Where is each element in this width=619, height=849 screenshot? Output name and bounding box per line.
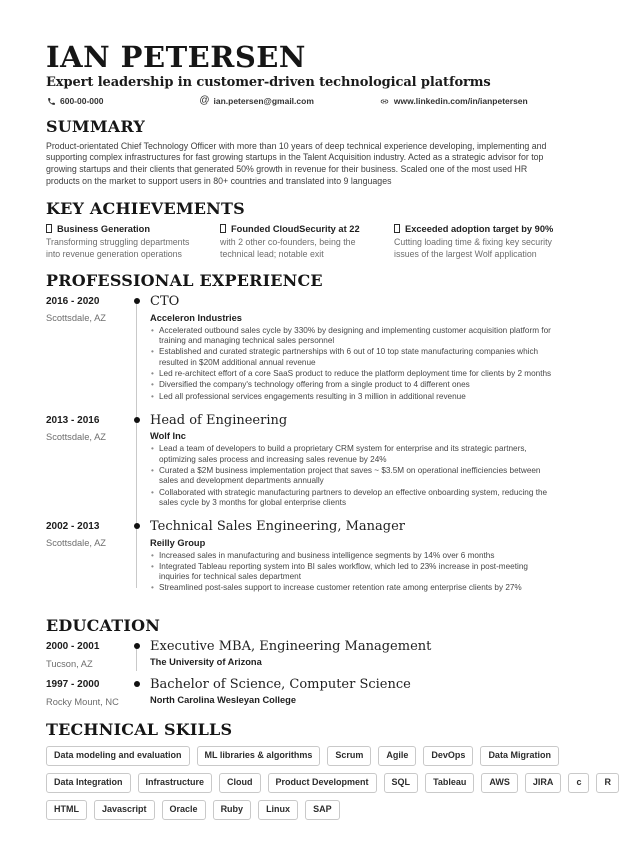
achievement-description: Transforming struggling departments into revenue generation operations — [46, 236, 190, 259]
achievement-title — [46, 224, 206, 234]
experience-bullet: • Led re-architect effort of a core SaaS product to reduce the platform deployment time for clients by 2 months — [150, 369, 554, 379]
skill-tag: Data Integration — [46, 773, 131, 793]
achievement-title-text: Exceeded adoption target by 90% — [405, 223, 554, 234]
experience-bullet: • Integrated Tableau reporting system into BI sales workflow, which led to 23% increase in post-meeting inquiries for technical sales department — [150, 562, 554, 583]
skill-tag: JIRA — [525, 773, 562, 793]
education-entry — [46, 640, 554, 669]
achievement-title-text: Business Generation — [57, 223, 150, 234]
timeline-cell — [133, 414, 150, 508]
entry-meta — [46, 295, 133, 402]
missing-glyph-icon — [46, 224, 52, 233]
timeline-dot-icon — [134, 681, 140, 687]
timeline-dot-icon — [134, 298, 140, 304]
skills-heading: TECHNICAL SKILLS — [46, 720, 233, 739]
section-technical-skills — [46, 720, 611, 820]
experience-bullet: • Established and curated strategic partnerships with 6 out of 10 top state manufacturing companies which resulted in $20M additional annual revenue — [150, 347, 554, 368]
entry-body — [150, 520, 554, 594]
achievement-description: Cutting loading time & fixing key security issues of the largest Wolf application — [394, 236, 552, 259]
timeline-cell — [133, 640, 150, 669]
skill-tag: Data Migration — [480, 746, 559, 766]
entry-meta — [46, 640, 133, 669]
missing-glyph-icon — [220, 224, 226, 233]
candidate-name: IAN PETERSEN — [46, 40, 306, 74]
education-entries — [46, 640, 554, 707]
skill-tag: Tableau — [425, 773, 474, 793]
skill-tag: SQL — [384, 773, 419, 793]
education-heading: EDUCATION — [46, 615, 161, 635]
job-title: CTO — [150, 294, 180, 310]
timeline-dot-icon — [134, 643, 140, 649]
entry-location: Scottsdale, AZ — [46, 431, 106, 442]
company-name: Wolf Inc — [150, 431, 186, 442]
skill-tag: HTML — [46, 800, 87, 820]
achievement-title — [394, 224, 554, 234]
contact-item — [46, 96, 103, 106]
timeline-cell — [133, 520, 150, 594]
skill-tag: Javascript — [94, 800, 155, 820]
degree-title: Executive MBA, Engineering Management — [150, 639, 432, 654]
achievement-item — [46, 224, 206, 260]
entry-dates: 2000 - 2001 — [46, 641, 100, 652]
entry-body — [150, 295, 554, 402]
entry-dates: 2013 - 2016 — [46, 414, 100, 426]
achievement-title-text: Founded CloudSecurity at 22 — [231, 223, 360, 234]
entry-location: Scottsdale, AZ — [46, 538, 106, 549]
contact-item[interactable] — [199, 96, 313, 106]
phone-icon — [46, 96, 56, 106]
timeline-dot-icon — [134, 523, 140, 529]
timeline-dot-icon — [134, 417, 140, 423]
entry-location: Scottsdale, AZ — [46, 313, 106, 324]
experience-bullet: • Led all professional services engagements resulting in 3 million in additional revenue — [150, 392, 554, 402]
skill-tag: DevOps — [423, 746, 473, 766]
bullet-list — [150, 444, 554, 508]
skill-tag: ML libraries & algorithms — [197, 746, 321, 766]
experience-bullet: • Increased sales in manufacturing and business intelligence segments by 14% over 6 months — [150, 551, 554, 561]
skills-tag-row — [46, 800, 554, 820]
skill-tag: Data modeling and evaluation — [46, 746, 190, 766]
section-summary — [46, 117, 554, 187]
link-icon — [380, 96, 390, 106]
resume-header — [46, 42, 554, 106]
experience-entry — [46, 295, 554, 402]
bullet-list — [150, 551, 554, 594]
entry-meta — [46, 414, 133, 508]
skill-tag: Cloud — [219, 773, 261, 793]
skill-tag: R — [596, 773, 619, 793]
skills-tag-rows — [46, 746, 611, 820]
candidate-headline: Expert leadership in customer-driven technological platforms — [46, 75, 491, 91]
section-key-achievements — [46, 199, 554, 260]
achievement-description: with 2 other co-founders, being the technical lead; notable exit — [220, 236, 356, 259]
entry-location: Tucson, AZ — [46, 659, 93, 669]
skill-tag: Ruby — [213, 800, 252, 820]
summary-heading: SUMMARY — [46, 117, 145, 137]
skill-tag: Agile — [378, 746, 416, 766]
contact-row — [46, 96, 554, 106]
company-name: Acceleron Industries — [150, 312, 242, 323]
entry-meta — [46, 678, 133, 707]
skills-tag-row — [46, 746, 554, 766]
achievements-heading: KEY ACHIEVEMENTS — [46, 198, 245, 218]
achievements-grid — [46, 224, 554, 260]
entry-meta — [46, 520, 133, 594]
missing-glyph-icon — [394, 224, 400, 233]
contact-text: ian.petersen@gmail.com — [213, 96, 314, 107]
degree-title: Bachelor of Science, Computer Science — [150, 677, 411, 692]
timeline-cell — [133, 678, 150, 707]
experience-bullet: • Curated a $2M business implementation project that saves ~ $3.5M on operational inefficiencies between sales and development departments annually — [150, 466, 554, 487]
achievement-item — [220, 224, 380, 260]
skill-tag: c — [568, 773, 589, 793]
entry-dates: 1997 - 2000 — [46, 679, 100, 690]
contact-text: www.linkedin.com/in/ianpetersen — [393, 96, 528, 107]
skill-tag: Scrum — [327, 746, 371, 766]
skills-tag-row — [46, 773, 611, 793]
experience-bullet: • Lead a team of developers to build a proprietary CRM system for enterprise and its strategic partners, optimizing sales process and increasing sales revenue by 24% — [150, 444, 554, 465]
experience-bullet: • Collaborated with strategic manufacturing partners to develop an effective onboarding system, reducing the sales cycle by 3 months for global enterprise clients — [150, 488, 554, 509]
job-title: Head of Engineering — [150, 412, 288, 428]
section-education — [46, 616, 554, 707]
entry-location: Rocky Mount, NC — [46, 697, 119, 707]
entry-body — [150, 640, 554, 669]
email-icon: @ — [199, 95, 210, 107]
experience-heading: PROFESSIONAL EXPERIENCE — [46, 271, 323, 291]
achievement-item — [394, 224, 554, 260]
experience-bullet: • Diversified the company's technology offering from a single product to 4 different ones — [150, 380, 554, 390]
skill-tag: Product Development — [268, 773, 377, 793]
experience-bullet: • Streamlined post-sales support to increase customer retention rate among enterprise clients by 27% — [150, 583, 554, 593]
experience-entry — [46, 414, 554, 508]
section-experience — [46, 271, 554, 594]
school-name: The University of Arizona — [150, 657, 262, 668]
experience-entry — [46, 520, 554, 594]
bullet-list — [150, 326, 554, 402]
entry-body — [150, 678, 554, 707]
skill-tag: SAP — [305, 800, 340, 820]
experience-entries — [46, 295, 554, 593]
job-title: Technical Sales Engineering, Manager — [150, 519, 406, 535]
experience-bullet: • Accelerated outbound sales cycle by 330% by designing and implementing customer acquisition platform for training and managing technical sales personnel — [150, 326, 554, 347]
skill-tag: Linux — [258, 800, 298, 820]
skill-tag: AWS — [481, 773, 518, 793]
timeline-cell — [133, 295, 150, 402]
skill-tag: Infrastructure — [138, 773, 213, 793]
entry-body — [150, 414, 554, 508]
skill-tag: Oracle — [162, 800, 206, 820]
entry-dates: 2002 - 2013 — [46, 521, 100, 533]
achievement-title — [220, 224, 380, 234]
school-name: North Carolina Wesleyan College — [150, 695, 297, 706]
contact-item[interactable] — [380, 96, 528, 106]
education-entry — [46, 678, 554, 707]
company-name: Reilly Group — [150, 537, 206, 548]
summary-text: Product-orientated Chief Technology Officer with more than 10 years of deep technical experience developing, implementing and supporting complex infrastructures for fast growing startups in the Talent Acquisition industry. Acted as a strategic advisor for top growing startups and their clients that generated 50% growth in revenue for their business. Scaled one of the most used HR products on the market to support users in 80+ countries and translated into 9 languages — [46, 140, 547, 186]
entry-dates: 2016 - 2020 — [46, 296, 100, 308]
contact-text: 600-00-000 — [60, 96, 104, 107]
